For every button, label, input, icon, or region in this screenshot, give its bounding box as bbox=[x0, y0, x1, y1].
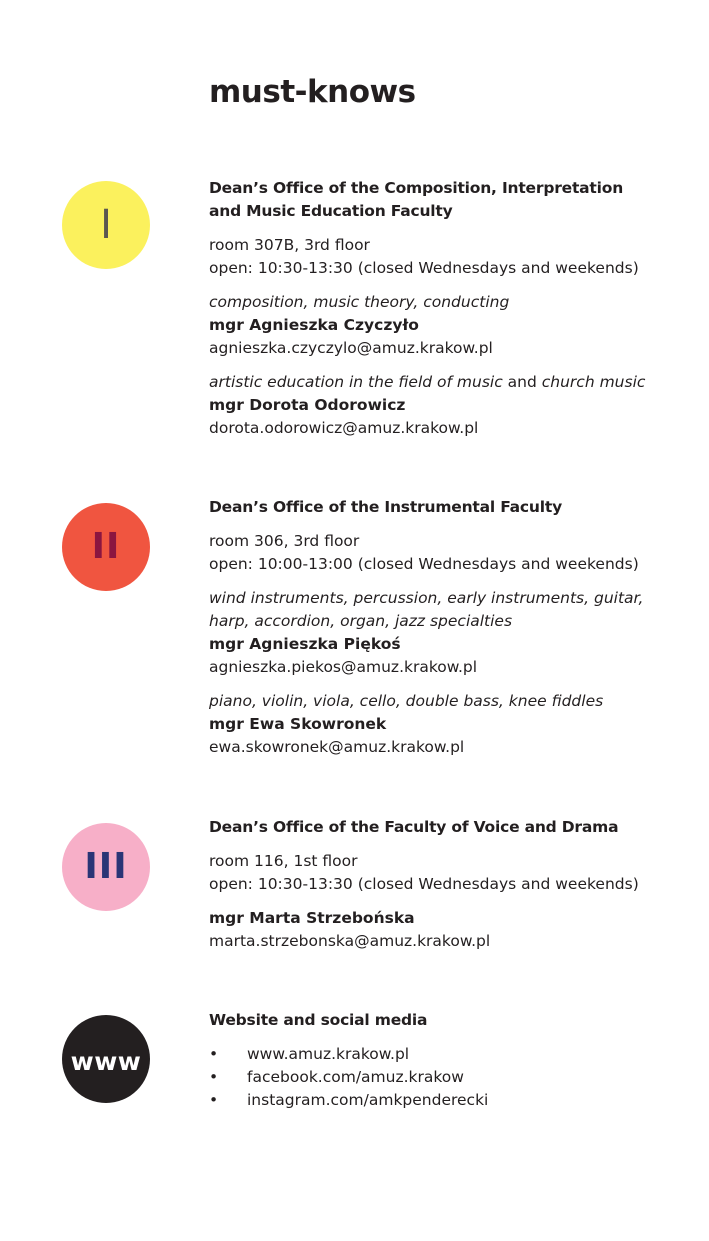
contact-name: mgr Agnieszka Czyczyło bbox=[209, 316, 419, 334]
bullet: • bbox=[209, 1091, 219, 1109]
contact-name: mgr Agnieszka Piękoś bbox=[209, 635, 401, 653]
specialty: wind instruments, percussion, early instruments, guitar, bbox=[209, 589, 644, 607]
roman-numeral-3: III bbox=[84, 846, 128, 887]
specialty: piano, violin, viola, cello, double bass, knee fiddles bbox=[209, 692, 604, 710]
contact-block bbox=[209, 291, 689, 360]
specialty: harp, accordion, organ, jazz specialties bbox=[209, 612, 513, 630]
contact-email[interactable]: ewa.skowronek@amuz.krakow.pl bbox=[209, 738, 465, 756]
page-title: must-knows bbox=[209, 74, 416, 110]
room: room 307B, 3rd floor bbox=[209, 236, 370, 254]
contact-block bbox=[209, 690, 689, 759]
office-info bbox=[209, 234, 689, 280]
badge-faculty-3 bbox=[62, 823, 150, 911]
section-heading: Website and social media bbox=[209, 1011, 428, 1029]
badge-faculty-2 bbox=[62, 503, 150, 591]
section-heading: Dean’s Office of the Instrumental Faculty bbox=[209, 498, 562, 516]
www-label: www bbox=[70, 1046, 142, 1076]
opening-hours: open: 10:00-13:00 (closed Wednesdays and weekends) bbox=[209, 555, 639, 573]
room: room 306, 3rd floor bbox=[209, 532, 360, 550]
office-info bbox=[209, 850, 689, 896]
section-heading: Dean’s Office of the Faculty of Voice and Drama bbox=[209, 818, 619, 836]
contact-name: mgr Dorota Odorowicz bbox=[209, 396, 406, 414]
link-instagram[interactable]: • instagram.com/amkpenderecki bbox=[209, 1089, 689, 1112]
opening-hours: open: 10:30-13:30 (closed Wednesdays and weekends) bbox=[209, 875, 639, 893]
office-info bbox=[209, 530, 689, 576]
contact-block bbox=[209, 907, 689, 953]
contact-block bbox=[209, 587, 689, 679]
link-list bbox=[209, 1043, 689, 1112]
section-heading: Dean’s Office of the Composition, Interpretation and Music Education Faculty bbox=[209, 179, 624, 220]
contact-name: mgr Ewa Skowronek bbox=[209, 715, 387, 733]
contact-block bbox=[209, 371, 689, 440]
contact-name: mgr Marta Strzebońska bbox=[209, 909, 415, 927]
bullet: • bbox=[209, 1068, 219, 1086]
room: room 116, 1st floor bbox=[209, 852, 358, 870]
contact-email[interactable]: agnieszka.czyczylo@amuz.krakow.pl bbox=[209, 339, 493, 357]
opening-hours: open: 10:30-13:30 (closed Wednesdays and weekends) bbox=[209, 259, 639, 277]
link-facebook[interactable]: • facebook.com/amuz.krakow bbox=[209, 1066, 689, 1089]
section-faculty-1 bbox=[209, 177, 689, 440]
roman-numeral-1: I bbox=[100, 202, 112, 248]
contact-email[interactable]: dorota.odorowicz@amuz.krakow.pl bbox=[209, 419, 479, 437]
contact-email[interactable]: agnieszka.piekos@amuz.krakow.pl bbox=[209, 658, 478, 676]
link-website[interactable]: • www.amuz.krakow.pl bbox=[209, 1043, 689, 1066]
bullet: • bbox=[209, 1045, 219, 1063]
badge-faculty-1 bbox=[62, 181, 150, 269]
section-faculty-2 bbox=[209, 496, 689, 759]
specialty: artistic education in the field of music and church music bbox=[209, 373, 646, 391]
badge-www bbox=[62, 1015, 150, 1103]
roman-numeral-2: II bbox=[91, 526, 121, 567]
section-faculty-3 bbox=[209, 816, 689, 953]
specialty: composition, music theory, conducting bbox=[209, 293, 510, 311]
section-web-social bbox=[209, 1009, 689, 1112]
contact-email[interactable]: marta.strzebonska@amuz.krakow.pl bbox=[209, 932, 491, 950]
